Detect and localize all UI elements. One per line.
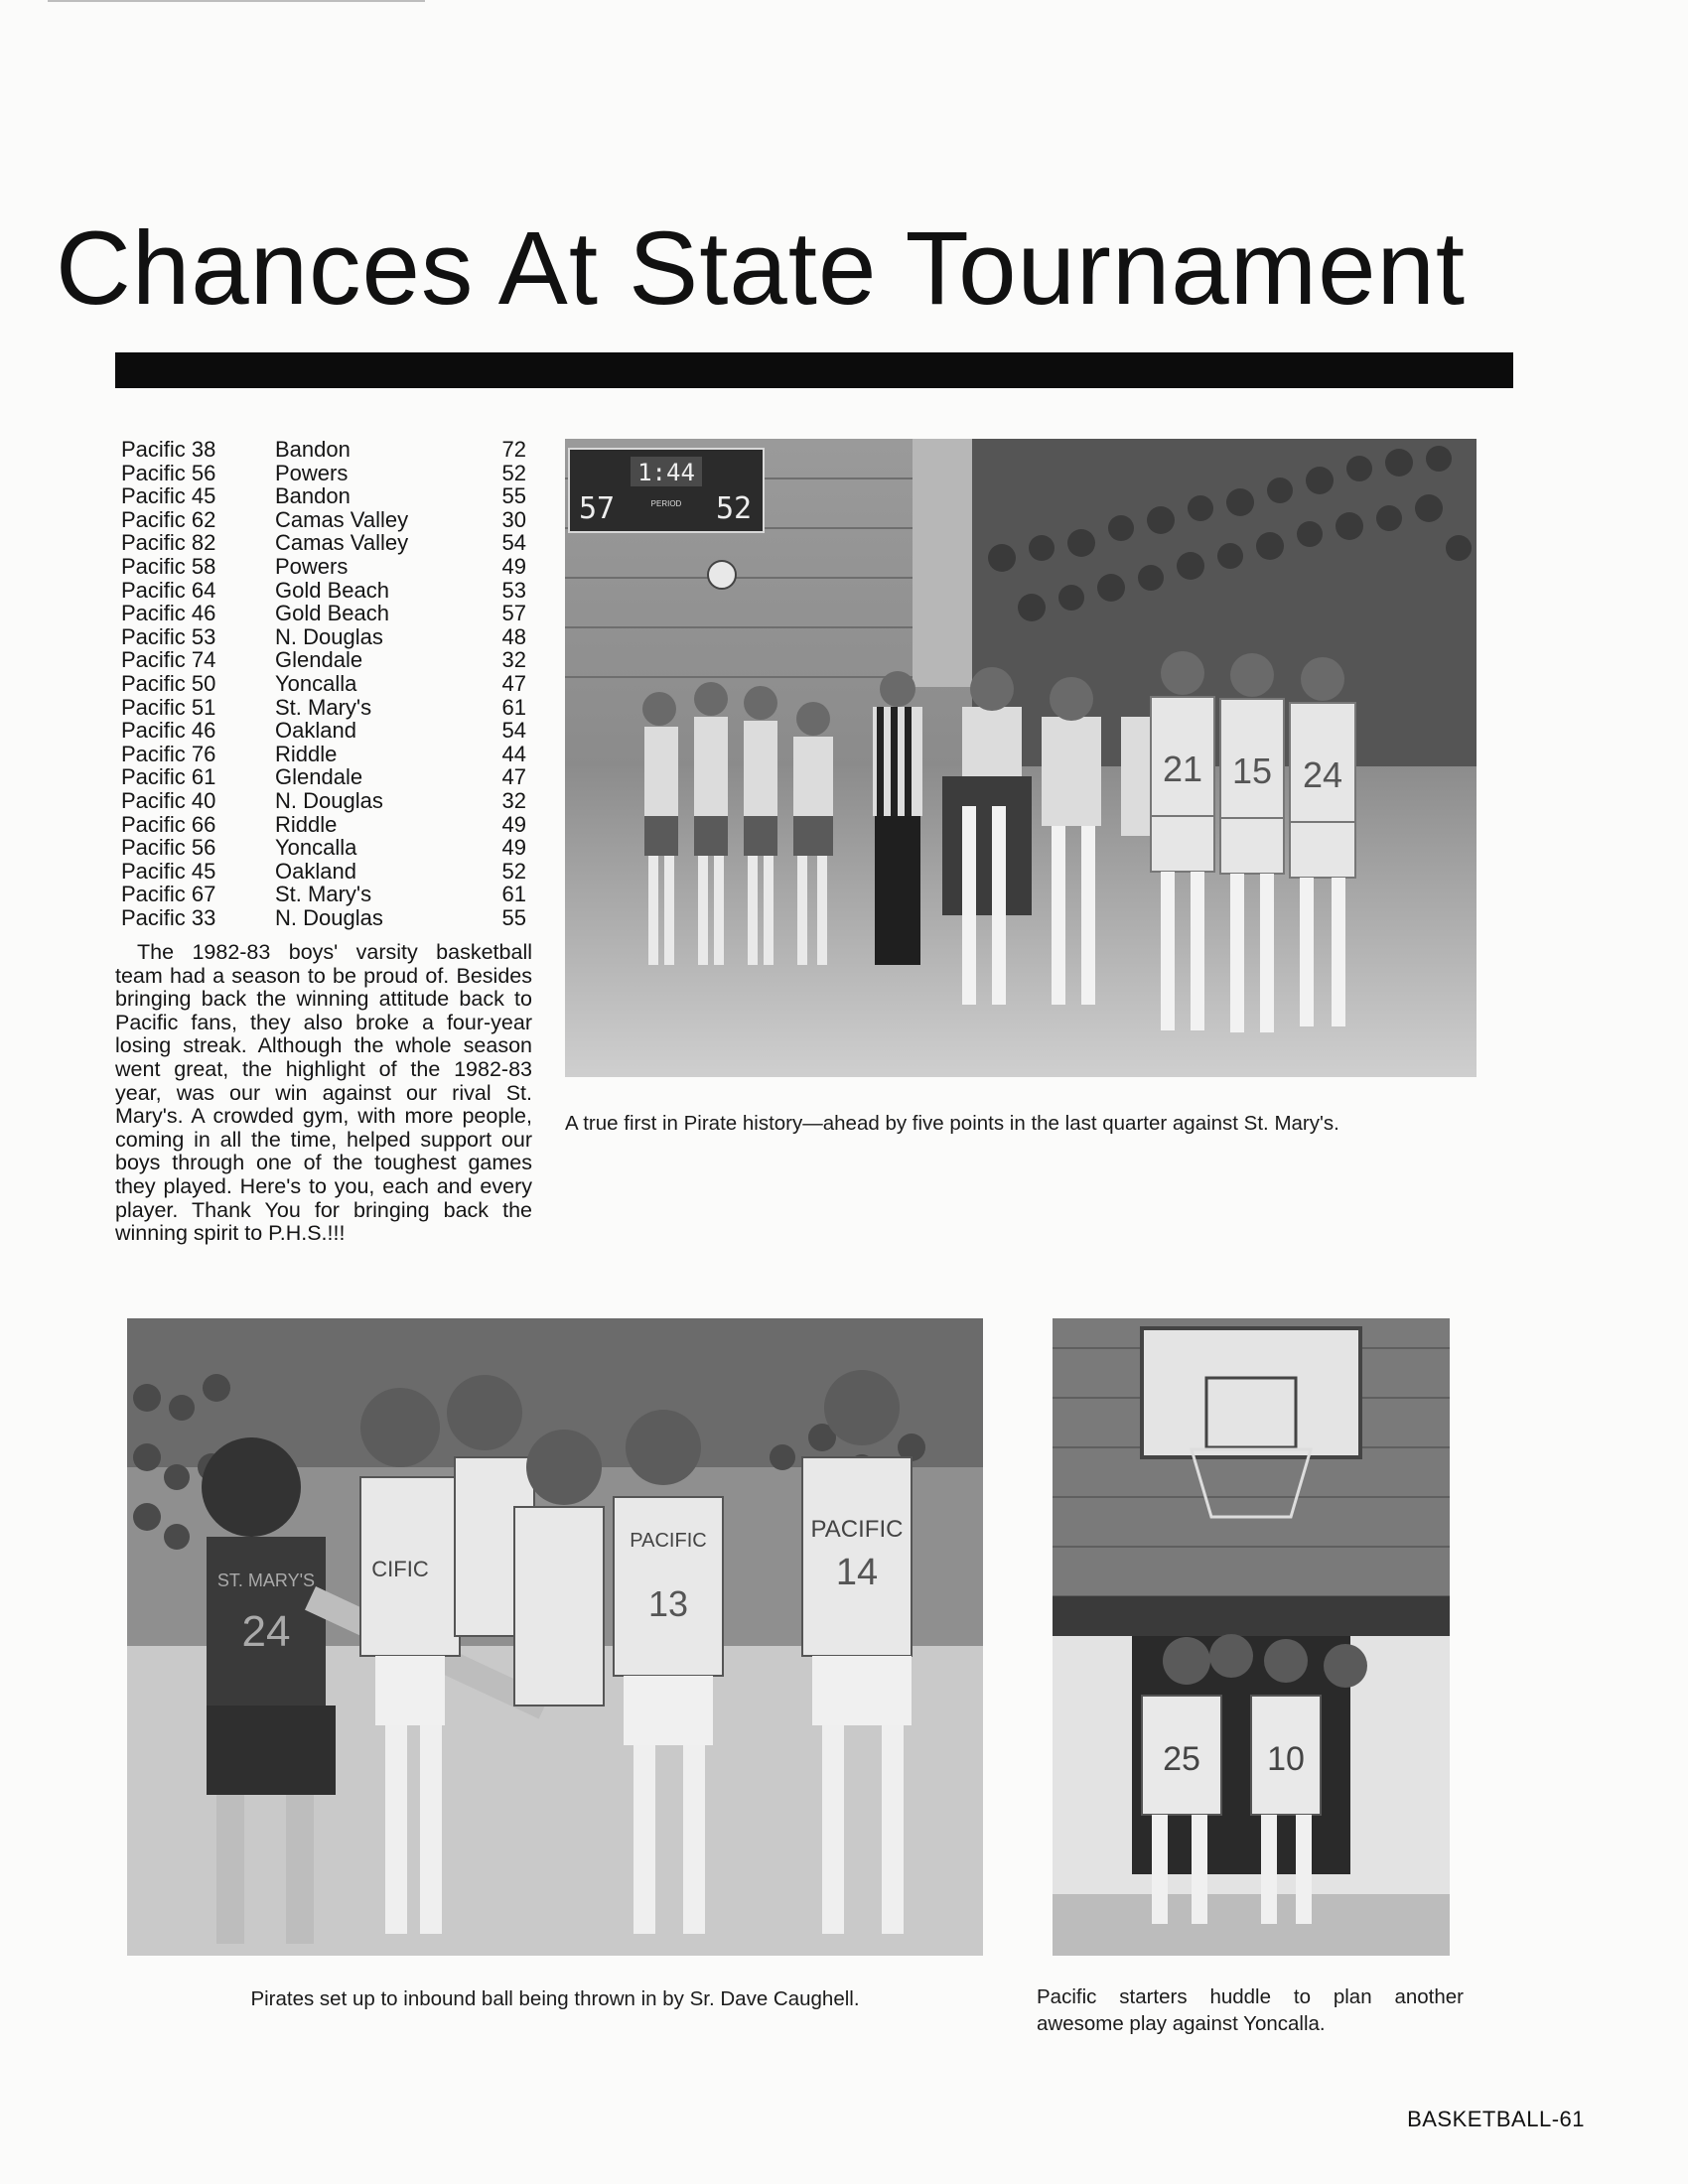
pacific-score: Pacific 56 [121, 835, 216, 861]
caption-starters: Pacific starters huddle to plan another awesome play against Yoncalla. [1037, 1985, 1464, 2035]
pacific-score: Pacific 58 [121, 553, 216, 579]
jersey-lettering: PACIFIC [810, 1516, 904, 1543]
jersey-number: 15 [1231, 751, 1273, 791]
pacific-score: Pacific 64 [121, 577, 216, 603]
opponent-name: N. Douglas [275, 623, 383, 649]
opponent-name: Glendale [275, 764, 363, 790]
photo-team-huddle [565, 439, 1477, 1077]
season-schedule-table [121, 438, 526, 929]
scoreboard-period-label: PERIOD [650, 499, 682, 508]
photo-starters-huddle [1053, 1318, 1450, 1956]
backboard [1142, 1328, 1360, 1457]
opponent-name: Oakland [275, 858, 356, 884]
schedule-row [121, 579, 526, 603]
opponent-score: 52 [501, 858, 526, 884]
schedule-row [121, 789, 526, 813]
jersey-lettering: ST. MARY'S [216, 1570, 316, 1590]
schedule-row [121, 672, 526, 696]
opponent-name: Bandon [275, 483, 351, 509]
season-story: The 1982-83 boys' varsity basketball team had a season to be proud of. Besides bringing back the winning attitude back to Pacific fans, they also broke a four-year losing streak. Although the whole season went great, the highlight of the 1982-83 year, was our win against our rival St. Mary's. A crowded gym, with more people, coming in all the time, helped support our boys through one of the toughest games they played. Here's to you, each and every player. Thank You for bringing back the winning spirit to P.H.S.!!! [115, 940, 532, 1246]
pacific-score: Pacific 76 [121, 741, 216, 766]
schedule-row [121, 438, 526, 462]
opponent-score: 52 [501, 460, 526, 485]
schedule-row [121, 462, 526, 485]
opponent-name: St. Mary's [275, 882, 372, 907]
jersey-number: 13 [647, 1583, 689, 1624]
schedule-row [121, 860, 526, 884]
opponent-name: Riddle [275, 811, 338, 837]
pacific-score: Pacific 50 [121, 670, 216, 696]
opponent-name: Camas Valley [275, 506, 409, 532]
schedule-row [121, 696, 526, 720]
opponent-name: Gold Beach [275, 577, 389, 603]
opponent-score: 61 [501, 882, 526, 907]
opponent-score: 72 [501, 437, 526, 462]
pacific-score: Pacific 45 [121, 858, 216, 884]
opponent-score: 30 [501, 506, 526, 532]
pacific-score: Pacific 62 [121, 506, 216, 532]
jersey-number: 24 [1302, 754, 1343, 795]
opponent-score: 44 [501, 741, 526, 766]
opponent-name: Camas Valley [275, 530, 409, 556]
pacific-score: Pacific 56 [121, 460, 216, 485]
pacific-score: Pacific 45 [121, 483, 216, 509]
pacific-score: Pacific 67 [121, 882, 216, 907]
opponent-score: 47 [501, 764, 526, 790]
schedule-row [121, 625, 526, 649]
opponent-score: 49 [501, 553, 526, 579]
title-rule-bar [115, 352, 1513, 388]
pacific-score: Pacific 33 [121, 904, 216, 930]
pacific-score: Pacific 82 [121, 530, 216, 556]
opponent-name: St. Mary's [275, 694, 372, 720]
opponent-score: 55 [501, 483, 526, 509]
schedule-row [121, 906, 526, 930]
page-folio: BASKETBALL-61 [1407, 2107, 1585, 2131]
pacific-score: Pacific 40 [121, 787, 216, 813]
opponent-score: 54 [501, 530, 526, 556]
jersey-number: 21 [1162, 749, 1203, 789]
schedule-row [121, 836, 526, 860]
scoreboard-home: 57 [578, 491, 616, 526]
pacific-score: Pacific 38 [121, 437, 216, 462]
opponent-score: 47 [501, 670, 526, 696]
opponent-score: 57 [501, 601, 526, 626]
opponent-name: Yoncalla [275, 670, 357, 696]
schedule-row [121, 555, 526, 579]
opponent-name: N. Douglas [275, 904, 383, 930]
jersey-number: 10 [1267, 1740, 1305, 1778]
opponent-score: 49 [501, 835, 526, 861]
opponent-score: 55 [501, 904, 526, 930]
top-edge-rule [48, 0, 425, 2]
opponent-name: Powers [275, 553, 349, 579]
pacific-score: Pacific 46 [121, 601, 216, 626]
opponent-score: 61 [501, 694, 526, 720]
schedule-row [121, 508, 526, 532]
referee-figure [873, 671, 922, 965]
opponent-name: Glendale [275, 647, 363, 673]
scoreboard-guest: 52 [715, 491, 753, 526]
opponent-score: 32 [501, 787, 526, 813]
jersey-lettering: PACIFIC [630, 1530, 707, 1552]
opponent-name: Bandon [275, 437, 351, 462]
schedule-row [121, 743, 526, 766]
opponent-name: Yoncalla [275, 835, 357, 861]
opponent-score: 32 [501, 647, 526, 673]
schedule-row [121, 719, 526, 743]
pacific-score: Pacific 74 [121, 647, 216, 673]
opponent-name: N. Douglas [275, 787, 383, 813]
scoreboard-time: 1:44 [637, 459, 695, 486]
jersey-lettering: CIFIC [371, 1557, 429, 1581]
opponent-score: 53 [501, 577, 526, 603]
opponent-name: Gold Beach [275, 601, 389, 626]
schedule-row [121, 883, 526, 906]
schedule-row [121, 765, 526, 789]
opponent-score: 49 [501, 811, 526, 837]
schedule-row [121, 484, 526, 508]
schedule-row [121, 531, 526, 555]
opponent-name: Riddle [275, 741, 338, 766]
pacific-score: Pacific 53 [121, 623, 216, 649]
schedule-row [121, 813, 526, 837]
schedule-row [121, 648, 526, 672]
opponent-score: 54 [501, 718, 526, 744]
schedule-row [121, 602, 526, 625]
wall-clock-icon [708, 561, 736, 589]
pacific-score: Pacific 46 [121, 718, 216, 744]
photo-inbound-play [127, 1318, 983, 1956]
opponent-score: 48 [501, 623, 526, 649]
pacific-score: Pacific 61 [121, 764, 216, 790]
page-title: Chances At State Tournament [56, 210, 1467, 327]
opponent-name: Oakland [275, 718, 356, 744]
jersey-number: 14 [835, 1552, 879, 1593]
jersey-number: 25 [1163, 1740, 1200, 1778]
caption-huddle: A true first in Pirate history—ahead by five points in the last quarter against St. Mary's. [565, 1112, 1339, 1135]
pacific-score: Pacific 51 [121, 694, 216, 720]
opponent-name: Powers [275, 460, 349, 485]
pacific-score: Pacific 66 [121, 811, 216, 837]
jersey-number: 24 [241, 1607, 291, 1656]
caption-inbound: Pirates set up to inbound ball being thrown in by Sr. Dave Caughell. [250, 1987, 860, 2010]
